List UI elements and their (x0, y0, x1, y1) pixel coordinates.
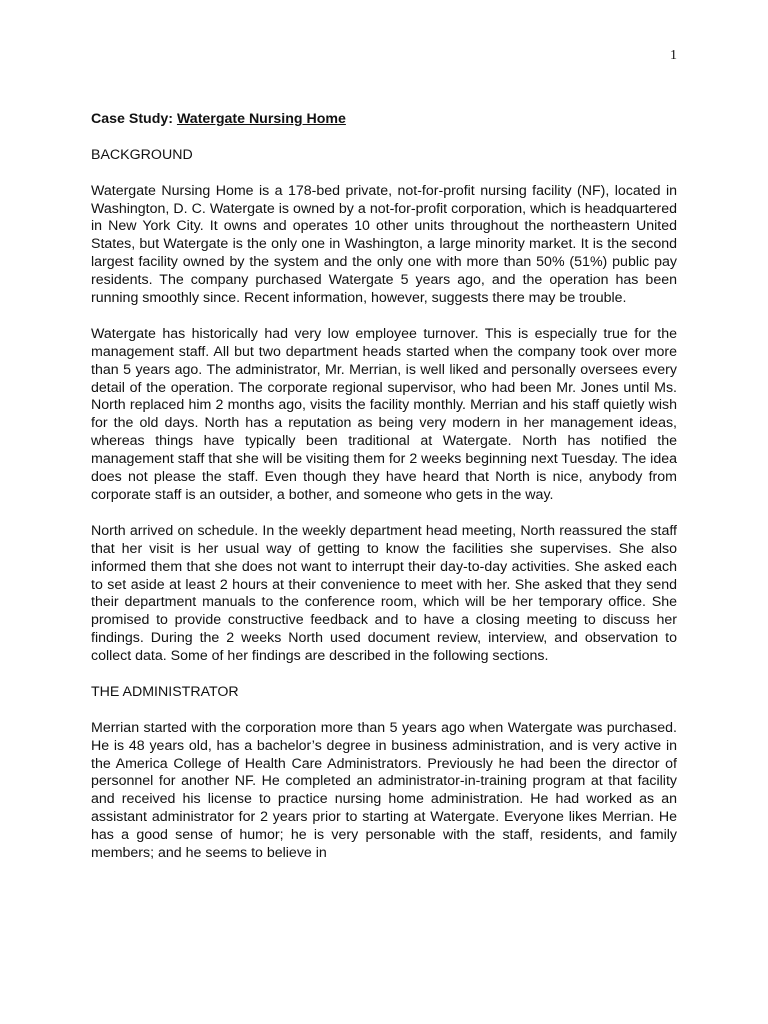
paragraph: North arrived on schedule. In the weekly department head meeting, North reassured the staff that her visit is her usual way of getting to know the facilities she supervises. She also informed them that she does not want to interrupt their day-to-day activities. She asked each to set aside at least 2 hours at their convenience to meet with her. She asked that they send their department manuals to the conference room, which will be her temporary office. She promised to provide constructive feedback and to have a closing meeting to discuss her findings. During the 2 weeks North used document review, interview, and observation to collect data. Some of her findings are described in the following sections. (91, 522, 677, 665)
document-body (91, 111, 677, 881)
title-name: Watergate Nursing Home (176, 111, 346, 127)
section-heading-administrator: THE ADMINISTRATOR (91, 683, 239, 700)
section-heading-background: BACKGROUND (91, 146, 193, 163)
title-label: Case Study: (91, 111, 177, 127)
paragraph: Watergate has historically had very low employee turnover. This is especially true for the management staff. All but two department heads started when the company took over more than 5 years ago. The administrator, Mr. Merrian, is well liked and personally oversees every detail of the operation. The corporate regional supervisor, who had been Mr. Jones until Ms. North replaced him 2 months ago, visits the facility monthly. Merrian and his staff quietly wish for the old days. North has a reputation as being very modern in her management ideas, whereas things have typically been traditional at Watergate. North has notified the management staff that she will be visiting them for 2 weeks beginning next Tuesday. The idea does not please the staff. Even though they have heard that North is nice, anybody from corporate staff is an outsider, a bother, and someone who gets in the way. (91, 325, 677, 503)
paragraph: Watergate Nursing Home is a 178-bed private, not-for-profit nursing facility (NF), located in Washington, D. C. Watergate is owned by a not-for-profit corporation, which is headquartered in New York City. It owns and operates 10 other units throughout the northeastern United States, but Watergate is the only one in Washington, a large minority market. It is the second largest facility owned by the system and the only one with more than 50% (51%) public pay residents. The company purchased Watergate 5 years ago, and the operation has been running smoothly since. Recent information, however, suggests there may be trouble. (91, 182, 677, 307)
page-number: 1 (670, 48, 677, 63)
paragraph: Merrian started with the corporation more than 5 years ago when Watergate was purchased. He is 48 years old, has a bachelor’s degree in business administration, and is very active in the America College of Health Care Administrators. Previously he had been the director of personnel for another NF. He completed an administrator-in-training program at that facility and received his license to practice nursing home administration. He had worked as an assistant administrator for 2 years prior to starting at Watergate. Everyone likes Merrian. He has a good sense of humor; he is very personable with the staff, residents, and family members; and he seems to believe in (91, 719, 677, 862)
case-study-title (91, 111, 677, 129)
